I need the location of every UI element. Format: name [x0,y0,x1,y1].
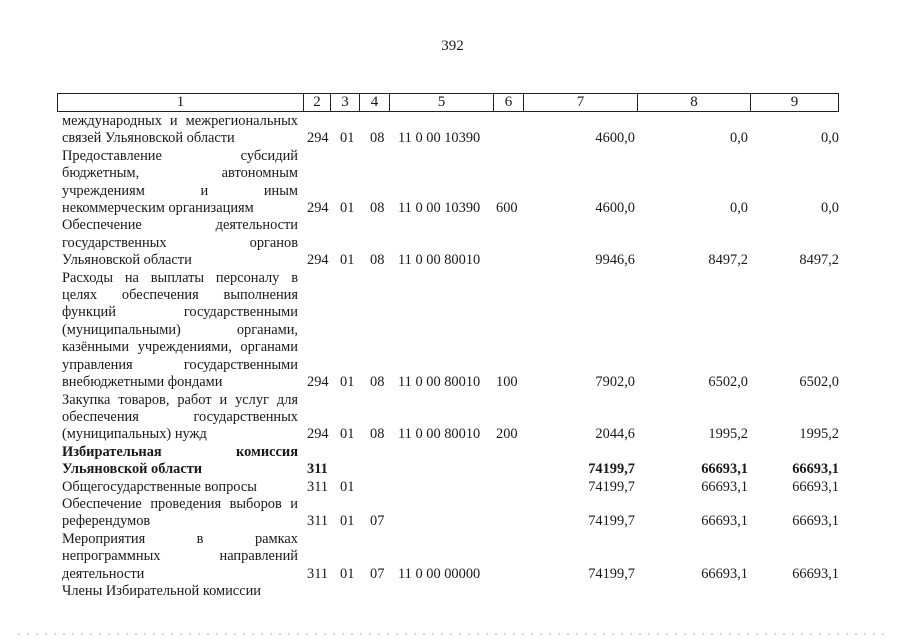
code-target-article: 11 0 00 10390 [398,130,481,147]
table-row [0,148,905,218]
header-col-5: 5 [437,94,446,110]
table-row [0,392,905,444]
code-section: 01 [340,200,355,217]
code-chapter: 294 [307,426,329,443]
header-col-9: 9 [790,94,799,110]
table-row [0,583,905,600]
amount-col-8: 8497,2 [708,252,748,269]
header-col-6: 6 [504,94,513,110]
table-row [0,444,905,479]
code-chapter: 294 [307,130,329,147]
amount-col-8: 66693,1 [701,513,748,530]
code-expense-type: 600 [496,200,518,217]
header-col-4: 4 [370,94,379,110]
code-chapter: 294 [307,200,329,217]
code-target-article: 11 0 00 00000 [398,565,481,582]
table-row [0,270,905,392]
row-description: Расходы на выплаты персоналу в целях обеспечения выполнения функций государственными (муниципальными) органами, казёнными учреждениями, органами управления государственными внебюджетными фондами [62,269,298,391]
code-chapter: 311 [307,478,329,495]
amount-col-8: 66693,1 [701,565,748,582]
amount-col-8: 66693,1 [701,478,748,495]
code-target-article: 11 0 00 80010 [398,374,481,391]
code-subsection: 08 [370,374,385,391]
amount-col-9: 6502,0 [799,374,839,391]
amount-col-7: 74199,7 [588,513,635,530]
header-col-1: 1 [176,94,185,110]
code-section: 01 [340,426,355,443]
amount-col-7: 4600,0 [595,130,635,147]
amount-col-9: 66693,1 [792,565,839,582]
table-header [57,93,839,112]
amount-col-8: 1995,2 [708,426,748,443]
amount-col-8: 6502,0 [708,374,748,391]
header-col-2: 2 [313,94,321,110]
amount-col-8: 0,0 [730,200,748,217]
row-description: Мероприятия в рамках непрограммных направлений деятельности [62,530,298,582]
code-chapter: 294 [307,252,329,269]
code-subsection: 07 [370,513,385,530]
amount-col-7: 7902,0 [595,374,635,391]
amount-col-9: 66693,1 [792,513,839,530]
amount-col-7: 74199,7 [588,461,635,478]
code-chapter: 311 [307,513,329,530]
code-section: 01 [340,478,355,495]
row-description: Обеспечение проведения выборов и референдумов [62,495,298,530]
code-chapter: 311 [307,461,328,478]
code-subsection: 08 [370,200,385,217]
code-target-article: 11 0 00 10390 [398,200,481,217]
header-col-8: 8 [690,94,698,110]
row-description: Обеспечение деятельности государственных органов Ульяновской области [62,217,298,269]
amount-col-7: 74199,7 [588,565,635,582]
amount-col-9: 66693,1 [792,478,839,495]
code-section: 01 [340,565,355,582]
row-description: Члены Избирательной комиссии [62,582,261,599]
header-col-3: 3 [341,94,349,110]
code-subsection: 08 [370,252,385,269]
code-target-article: 11 0 00 80010 [398,426,481,443]
code-expense-type: 200 [496,426,518,443]
code-target-article: 11 0 00 80010 [398,252,481,269]
code-chapter: 294 [307,374,329,391]
amount-col-9: 0,0 [821,130,839,147]
amount-col-9: 8497,2 [799,252,839,269]
amount-col-8: 0,0 [730,130,748,147]
row-description: международных и межрегиональных связей Ульяновской области [62,113,298,147]
table-row [0,531,905,583]
amount-col-9: 0,0 [821,200,839,217]
table-body [0,113,905,600]
code-subsection: 07 [370,565,385,582]
amount-col-9: 1995,2 [799,426,839,443]
code-chapter: 311 [307,565,329,582]
table-row [0,113,905,148]
code-section: 01 [340,374,355,391]
amount-col-7: 74199,7 [588,478,635,495]
code-expense-type: 100 [496,374,518,391]
table-row [0,496,905,531]
page-number: 392 [441,38,464,54]
header-col-7: 7 [576,94,585,110]
table-row [0,217,905,269]
amount-col-7: 9946,6 [595,252,635,269]
row-description: Избирательная комиссия Ульяновской области [62,443,298,478]
amount-col-8: 66693,1 [701,461,748,478]
amount-col-9: 66693,1 [792,461,839,478]
code-section: 01 [340,513,355,530]
code-subsection: 08 [370,426,385,443]
code-subsection: 08 [370,130,385,147]
amount-col-7: 2044,6 [595,426,635,443]
amount-col-7: 4600,0 [595,200,635,217]
row-description: Предоставление субсидий бюджетным, автономным учреждениям и иным некоммерческим организациям [62,147,298,217]
row-description: Закупка товаров, работ и услуг для обеспечения государственных (муниципальных) нужд [62,391,298,443]
table-row [0,479,905,496]
scan-edge [18,633,887,635]
row-description: Общегосударственные вопросы [62,478,257,495]
code-section: 01 [340,252,355,269]
code-section: 01 [340,130,355,147]
